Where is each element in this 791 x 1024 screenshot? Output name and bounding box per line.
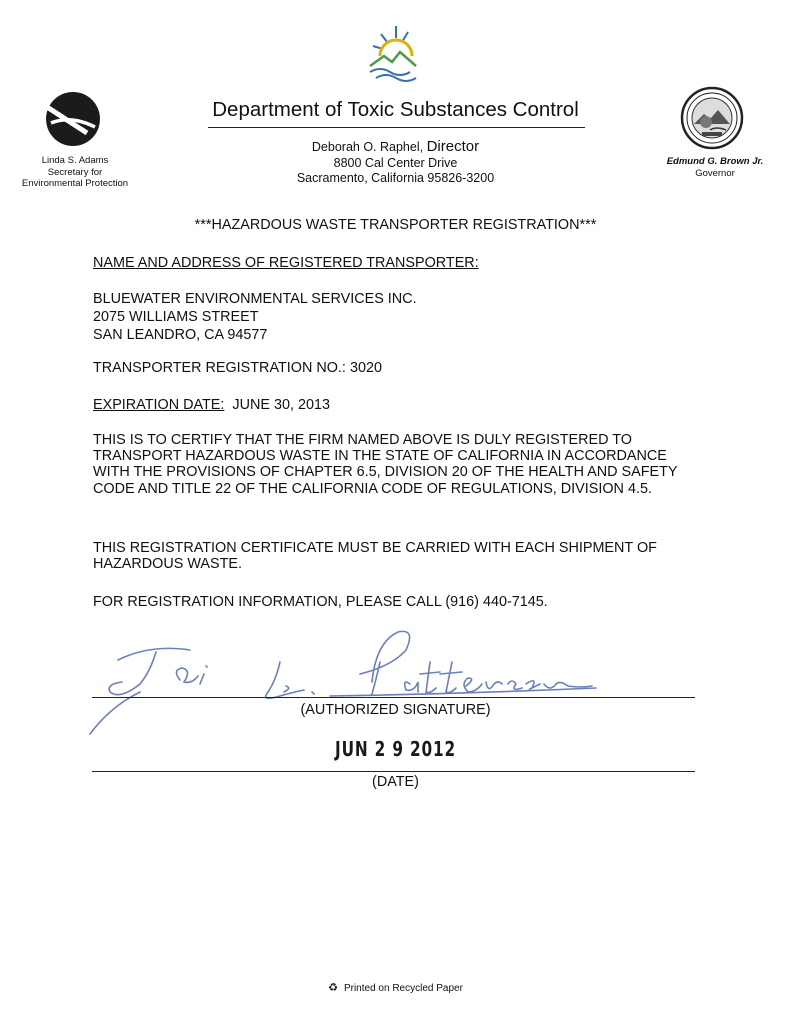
contact-info-line: FOR REGISTRATION INFORMATION, PLEASE CALL (916) 440-7145. [93, 594, 548, 610]
registration-label: TRANSPORTER REGISTRATION NO.: [93, 360, 346, 376]
recycled-paper-footer [0, 981, 791, 994]
handwritten-signature [80, 622, 600, 737]
recycle-icon: ♻ [328, 982, 338, 994]
company-street: 2075 WILLIAMS STREET [93, 309, 259, 325]
secretary-block [0, 155, 150, 190]
registration-number: 3020 [349, 360, 382, 376]
recycled-text: Printed on Recycled Paper [343, 983, 463, 994]
expiration-date: JUNE 30, 2013 [232, 397, 330, 413]
governor-block [640, 156, 790, 179]
certificate-heading: ***HAZARDOUS WASTE TRANSPORTER REGISTRATION*** [194, 217, 597, 233]
signature-label: (AUTHORIZED SIGNATURE) [300, 702, 491, 718]
company-name: BLUEWATER ENVIRONMENTAL SERVICES INC. [93, 291, 417, 307]
secretary-title-1: Secretary for [47, 166, 103, 178]
title-divider [208, 127, 585, 128]
department-title: Department of Toxic Substances Control [212, 98, 579, 121]
dtsc-logo [356, 22, 428, 88]
date-stamp: JUN 2 9 2012 [335, 737, 456, 761]
registration-number-line [93, 360, 382, 376]
signature-line [92, 697, 695, 698]
carry-notice-paragraph: THIS REGISTRATION CERTIFICATE MUST BE CARRIED WITH EACH SHIPMENT OF HAZARDOUS WASTE. [93, 540, 657, 573]
transporter-address [93, 290, 417, 344]
governor-title: Governor [695, 167, 735, 179]
address-line-1: 8800 Cal Center Drive [333, 156, 458, 170]
secretary-name: Linda S. Adams [41, 155, 109, 166]
expiration-label: EXPIRATION DATE: [93, 397, 225, 413]
secretary-title-2: Environmental Protection [21, 178, 129, 189]
director-name: Deborah O. Raphel, [311, 140, 427, 154]
director-line [0, 138, 791, 155]
date-label: (DATE) [372, 774, 419, 790]
address-line-2: Sacramento, California 95826-3200 [296, 171, 495, 185]
director-title: Director [426, 138, 480, 155]
date-line [92, 771, 695, 772]
governor-name: Edmund G. Brown Jr. [666, 156, 764, 167]
expiration-line [93, 397, 330, 413]
certification-paragraph: THIS IS TO CERTIFY THAT THE FIRM NAMED ABOVE IS DULY REGISTERED TO TRANSPORT HAZARDOUS WASTE IN THE STATE OF CALIFORNIA IN ACCORDANCE WITH THE PROVISIONS OF CHAPTER 6.5, DIVISION 20 OF THE HEALTH AND SAFETY CODE AND TITLE 22 OF THE CALIFORNIA CODE OF REGULATIONS, DIVISION 4.5. [93, 432, 678, 497]
company-city: SAN LEANDRO, CA 94577 [93, 327, 268, 343]
transporter-name-heading: NAME AND ADDRESS OF REGISTERED TRANSPORTER: [93, 255, 479, 271]
